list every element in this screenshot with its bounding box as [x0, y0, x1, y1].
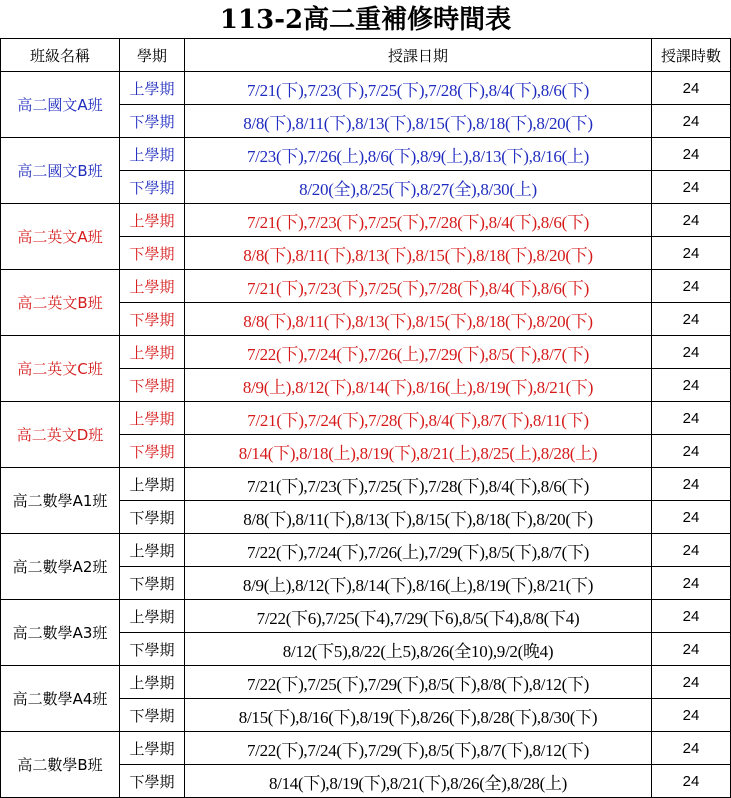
hours-cell: 24 — [652, 105, 731, 138]
dates-cell: 7/21(下),7/23(下),7/25(下),7/28(下),8/4(下),8/6(下) — [185, 270, 652, 303]
dates-cell: 8/8(下),8/11(下),8/13(下),8/15(下),8/18(下),8/20(下) — [185, 303, 652, 336]
hours-cell: 24 — [652, 237, 731, 270]
hours-cell: 24 — [652, 171, 731, 204]
table-row — [1, 72, 731, 105]
class-name-cell: 高二英文D班 — [1, 402, 120, 468]
class-name-cell: 高二數學B班 — [1, 732, 120, 798]
schedule-table — [0, 38, 731, 798]
dates-cell: 7/21(下),7/23(下),7/25(下),7/28(下),8/4(下),8/6(下) — [185, 204, 652, 237]
hours-cell: 24 — [652, 666, 731, 699]
term-cell: 下學期 — [120, 171, 185, 204]
dates-cell: 8/15(下),8/16(下),8/19(下),8/26(下),8/28(下),8/30(下) — [185, 699, 652, 732]
term-cell: 上學期 — [120, 468, 185, 501]
hours-cell: 24 — [652, 534, 731, 567]
table-row — [1, 336, 731, 369]
dates-cell: 8/9(上),8/12(下),8/14(下),8/16(上),8/19(下),8/21(下) — [185, 369, 652, 402]
dates-cell: 8/8(下),8/11(下),8/13(下),8/15(下),8/18(下),8/20(下) — [185, 237, 652, 270]
term-cell: 上學期 — [120, 336, 185, 369]
term-cell: 下學期 — [120, 501, 185, 534]
dates-cell: 7/21(下),7/24(下),7/28(下),8/4(下),8/7(下),8/11(下) — [185, 402, 652, 435]
dates-cell: 7/23(下),7/26(上),8/6(下),8/9(上),8/13(下),8/16(上) — [185, 138, 652, 171]
dates-cell: 8/8(下),8/11(下),8/13(下),8/15(下),8/18(下),8/20(下) — [185, 501, 652, 534]
class-name-cell: 高二數學A3班 — [1, 600, 120, 666]
hours-cell: 24 — [652, 402, 731, 435]
table-row — [1, 270, 731, 303]
hours-cell: 24 — [652, 204, 731, 237]
header-class: 班級名稱 — [1, 39, 120, 72]
class-name-cell: 高二英文A班 — [1, 204, 120, 270]
term-cell: 上學期 — [120, 666, 185, 699]
term-cell: 下學期 — [120, 105, 185, 138]
term-cell: 下學期 — [120, 237, 185, 270]
term-cell: 上學期 — [120, 402, 185, 435]
term-cell: 下學期 — [120, 633, 185, 666]
page-title: 113-2高二重補修時間表 — [219, 5, 512, 35]
hours-cell: 24 — [652, 303, 731, 336]
dates-cell: 8/8(下),8/11(下),8/13(下),8/15(下),8/18(下),8/20(下) — [185, 105, 652, 138]
hours-cell: 24 — [652, 699, 731, 732]
hours-cell: 24 — [652, 435, 731, 468]
dates-cell: 7/22(下),7/24(下),7/26(上),7/29(下),8/5(下),8/7(下) — [185, 336, 652, 369]
table-row — [1, 402, 731, 435]
dates-cell: 7/22(下),7/24(下),7/29(下),8/5(下),8/7(下),8/12(下) — [185, 732, 652, 765]
header-hours: 授課時數 — [652, 39, 731, 72]
hours-cell: 24 — [652, 336, 731, 369]
term-cell: 上學期 — [120, 204, 185, 237]
class-name-cell: 高二國文B班 — [1, 138, 120, 204]
hours-cell: 24 — [652, 369, 731, 402]
table-row — [1, 534, 731, 567]
hours-cell: 24 — [652, 567, 731, 600]
table-row — [1, 468, 731, 501]
dates-cell: 8/14(下),8/18(上),8/19(下),8/21(上),8/25(上),8/28(上) — [185, 435, 652, 468]
class-name-cell: 高二數學A1班 — [1, 468, 120, 534]
hours-cell: 24 — [652, 468, 731, 501]
term-cell: 上學期 — [120, 732, 185, 765]
hours-cell: 24 — [652, 270, 731, 303]
header-dates: 授課日期 — [185, 39, 652, 72]
dates-cell: 8/12(下5),8/22(上5),8/26(全10),9/2(晚4) — [185, 633, 652, 666]
term-cell: 上學期 — [120, 534, 185, 567]
term-cell: 下學期 — [120, 369, 185, 402]
term-cell: 下學期 — [120, 303, 185, 336]
class-name-cell: 高二國文A班 — [1, 72, 120, 138]
class-name-cell: 高二數學A4班 — [1, 666, 120, 732]
dates-cell: 8/9(上),8/12(下),8/14(下),8/16(上),8/19(下),8/21(下) — [185, 567, 652, 600]
table-row — [1, 204, 731, 237]
class-name-cell: 高二數學A2班 — [1, 534, 120, 600]
table-row — [1, 666, 731, 699]
table-row — [1, 600, 731, 633]
dates-cell: 7/22(下6),7/25(下4),7/29(下6),8/5(下4),8/8(下4) — [185, 600, 652, 633]
hours-cell: 24 — [652, 138, 731, 171]
term-cell: 上學期 — [120, 270, 185, 303]
dates-cell: 8/20(全),8/25(下),8/27(全),8/30(上) — [185, 171, 652, 204]
hours-cell: 24 — [652, 600, 731, 633]
header-row — [1, 39, 731, 72]
table-row — [1, 732, 731, 765]
hours-cell: 24 — [652, 501, 731, 534]
dates-cell: 8/14(下),8/19(下),8/21(下),8/26(全),8/28(上) — [185, 765, 652, 798]
term-cell: 下學期 — [120, 699, 185, 732]
term-cell: 上學期 — [120, 600, 185, 633]
term-cell: 下學期 — [120, 765, 185, 798]
term-cell: 下學期 — [120, 567, 185, 600]
dates-cell: 7/22(下),7/24(下),7/26(上),7/29(下),8/5(下),8/7(下) — [185, 534, 652, 567]
dates-cell: 7/22(下),7/25(下),7/29(下),8/5(下),8/8(下),8/12(下) — [185, 666, 652, 699]
hours-cell: 24 — [652, 765, 731, 798]
dates-cell: 7/21(下),7/23(下),7/25(下),7/28(下),8/4(下),8/6(下) — [185, 468, 652, 501]
hours-cell: 24 — [652, 72, 731, 105]
class-name-cell: 高二英文C班 — [1, 336, 120, 402]
dates-cell: 7/21(下),7/23(下),7/25(下),7/28(下),8/4(下),8/6(下) — [185, 72, 652, 105]
term-cell: 上學期 — [120, 138, 185, 171]
table-row — [1, 138, 731, 171]
term-cell: 上學期 — [120, 72, 185, 105]
term-cell: 下學期 — [120, 435, 185, 468]
class-name-cell: 高二英文B班 — [1, 270, 120, 336]
header-term: 學期 — [120, 39, 185, 72]
hours-cell: 24 — [652, 732, 731, 765]
hours-cell: 24 — [652, 633, 731, 666]
